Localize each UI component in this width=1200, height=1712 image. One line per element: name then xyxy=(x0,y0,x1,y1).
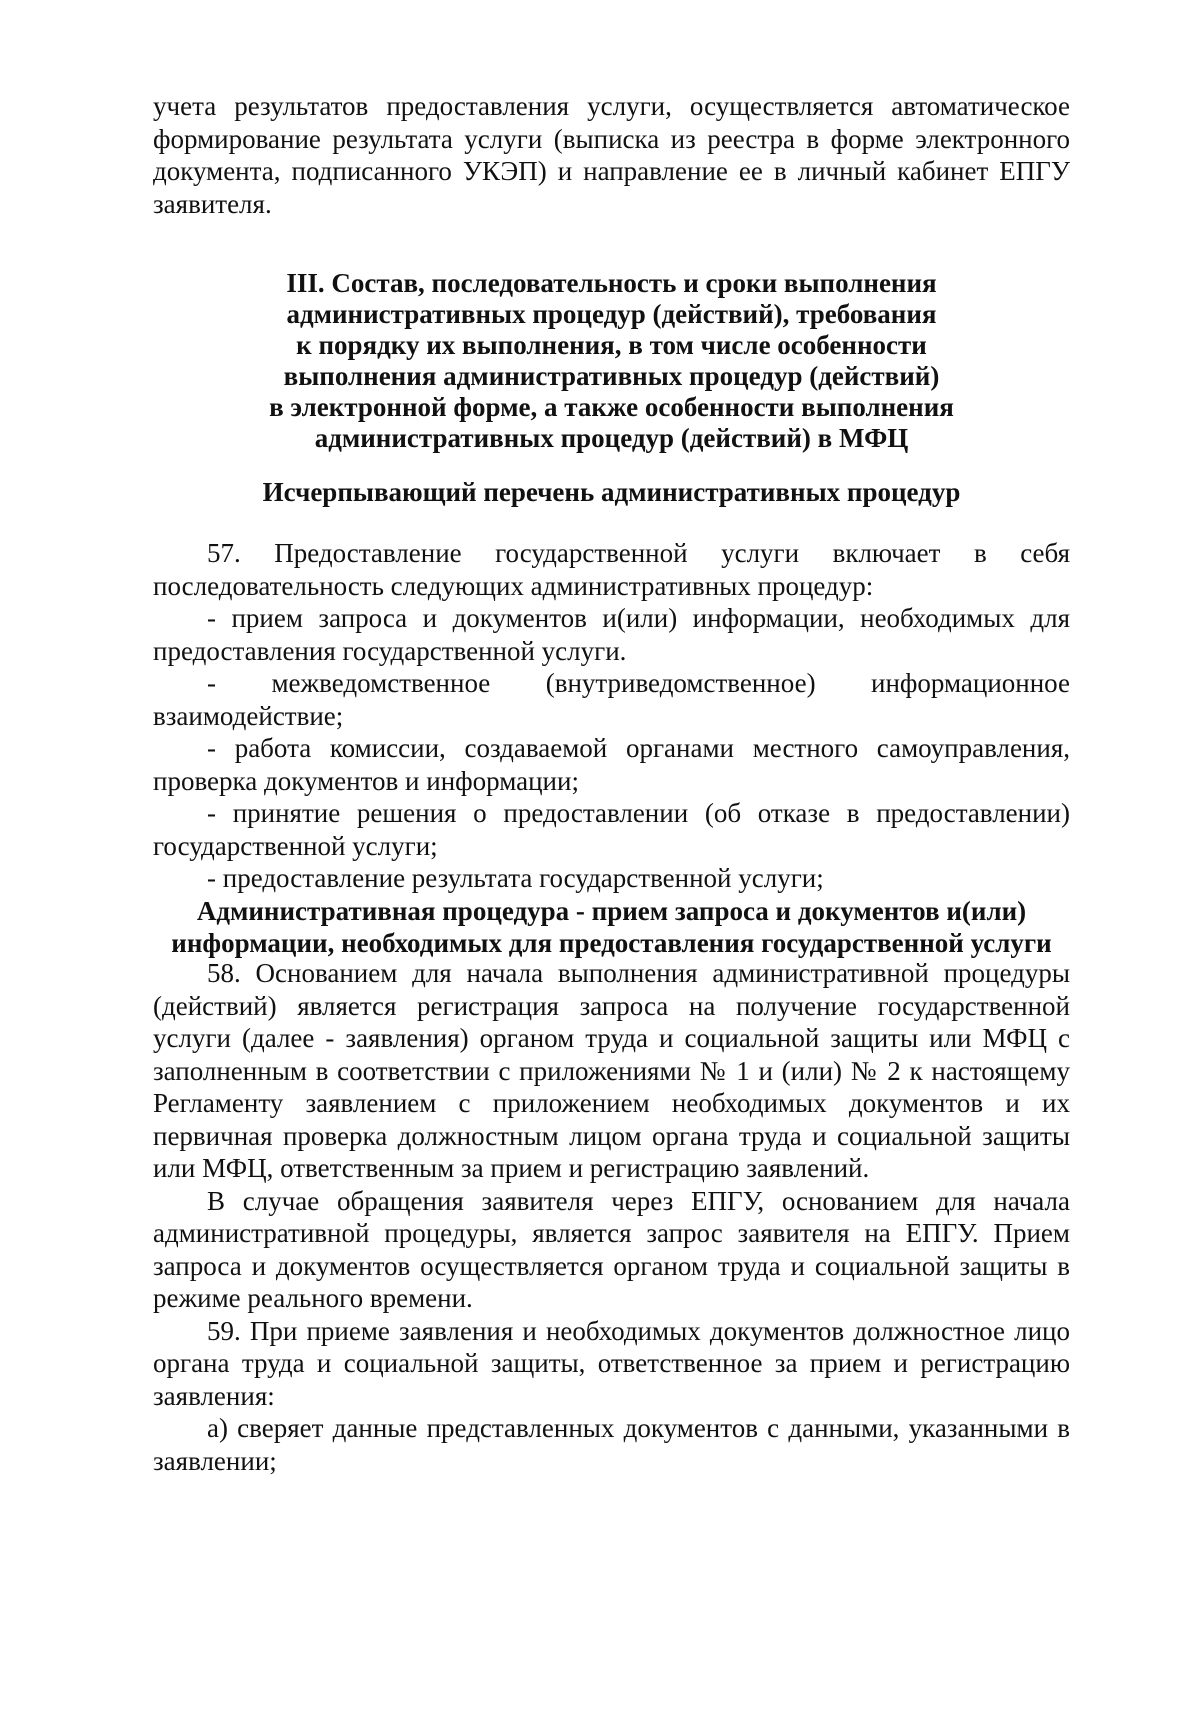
procedures-list-block xyxy=(153,537,1070,895)
list-item: - работа комиссии, создаваемой органами местного самоуправления, проверка документов и информации; xyxy=(153,733,1070,796)
list-item-word: информационное xyxy=(871,668,1070,698)
subtitle-line: информации, необходимых для предоставления государственной услуги xyxy=(171,928,1052,958)
list-item-a: а) сверяет данные представленных документов с данными, указанными в заявлении; xyxy=(153,1413,1070,1476)
subtitle-procedures-list: Исчерпывающий перечень административных процедур xyxy=(262,477,961,507)
paragraph-58-epgu: В случае обращения заявителя через ЕПГУ, основанием для начала административной процедуры, является запрос заявителя на ЕПГУ. Прием запроса и документов осуществляется органом труда и социальной защиты в режиме реального времени. xyxy=(153,1185,1070,1313)
section-title-line: в электронной форме, а также особенности выполнения xyxy=(269,392,954,422)
section-title-line: административных процедур (действий) в МФЦ xyxy=(314,423,909,453)
section-title xyxy=(153,268,1070,454)
subtitle-line: Административная процедура - прием запроса и документов и(или) xyxy=(196,896,1027,926)
list-item: - предоставление результата государственной услуги; xyxy=(207,863,824,893)
paragraph-58: 58. Основанием для начала выполнения административной процедуры (действий) является регистрация запроса на получение государственной услуги (далее - заявления) органом труда и социальной защиты или МФЦ с заполненным в соответствии с приложениями № 1 и (или) № 2 к настоящему Регламенту заявлением с приложением необходимых документов и их первичная проверка должностным лицом органа труда и социальной защиты или МФЦ, ответственным за прием и регистрацию заявлений. xyxy=(153,958,1070,1183)
list-item-spread xyxy=(153,667,1070,700)
section-title-line: административных процедур (действий), требования xyxy=(286,299,937,329)
subtitle-intake-procedure xyxy=(153,895,1070,959)
paragraph-59: 59. При приеме заявления и необходимых документов должностное лицо органа труда и социальной защиты, ответственное за прием и регистрацию заявления: xyxy=(153,1315,1070,1411)
section-title-line: III. Состав, последовательность и сроки выполнения xyxy=(286,268,937,298)
paragraph-57: 57. Предоставление государственной услуги включает в себя последовательность следующих административных процедур: xyxy=(153,538,1070,601)
list-item: - принятие решения о предоставлении (об отказе в предоставлении) государственной услуги; xyxy=(153,798,1070,861)
list-item-word: - xyxy=(207,668,216,698)
intake-procedure-block xyxy=(153,957,1070,1477)
list-item: - прием запроса и документов и(или) информации, необходимых для предоставления государственной услуги. xyxy=(153,603,1070,666)
list-item-word: (внутриведомственное) xyxy=(545,668,816,698)
section-title-line: выполнения административных процедур (действий) xyxy=(283,361,940,391)
list-item-continuation: взаимодействие; xyxy=(153,700,344,731)
list-item-word: межведомственное xyxy=(271,668,491,698)
intro-paragraph: учета результатов предоставления услуги, осуществляется автоматическое формирование результата услуги (выписка из реестра в форме электронного документа, подписанного УКЭП) и направление ее в личный кабинет ЕПГУ заявителя. xyxy=(153,91,1070,219)
section-title-line: к порядку их выполнения, в том числе особенности xyxy=(296,330,927,360)
